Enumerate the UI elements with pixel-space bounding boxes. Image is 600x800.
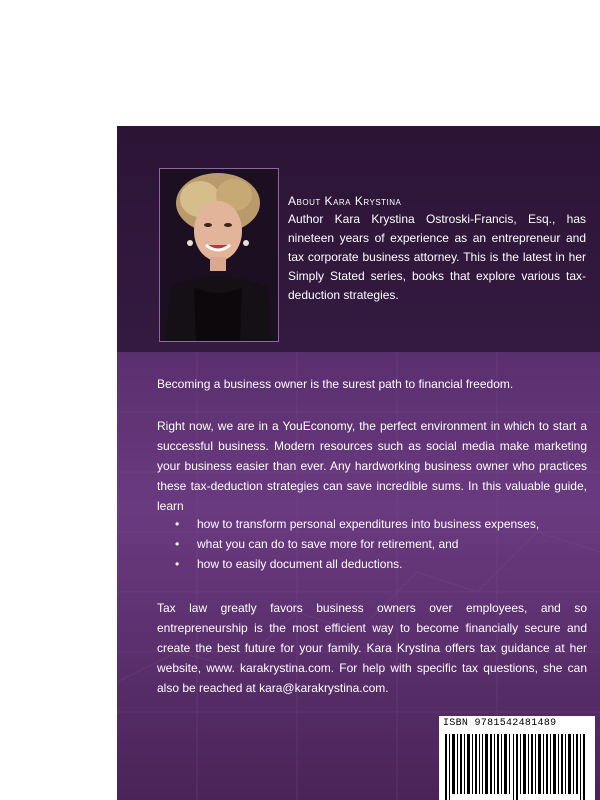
bullet-icon: • <box>175 517 180 531</box>
author-photo <box>159 168 279 342</box>
description-paragraph: Right now, we are in a YouEconomy, the perfect environment in which to start a successful business. Modern resources such as social media make marketing your business easier than ever. Any hardworking business owner who practices these tax-deduction strategies can save incredible sums. In this valuable guide, learn <box>157 419 587 513</box>
book-back-cover <box>117 126 600 800</box>
list-item-text: how to easily document all deductions. <box>197 557 403 571</box>
barcode-icon <box>445 734 589 800</box>
about-author-title: About Kara Krystina <box>288 194 402 208</box>
intro-paragraph: Becoming a business owner is the surest path to financial freedom. <box>157 377 514 391</box>
bullet-icon: • <box>175 557 180 571</box>
author-bio: Author Kara Krystina Ostroski-Francis, Esq., has nineteen years of experience as an entrepreneur and tax corporate business attorney. This is the latest in her Simply Stated series, books that explore various tax-deduction strategies. <box>288 212 586 302</box>
list-item <box>175 554 539 574</box>
isbn-label: ISBN 9781542481489 <box>443 718 557 729</box>
list-item-text: how to transform personal expenditures into business expenses, <box>197 517 540 531</box>
author-portrait-image <box>160 169 278 341</box>
closing-paragraph: Tax law greatly favors business owners over employees, and so entrepreneurship is the most efficient way to become financially secure and create the best future for your family. Kara Krystina offers tax guidance at her website, www. karakrystina.com. For help with specific tax questions, she can also be reached at kara@karakrystina.com. <box>157 601 587 695</box>
isbn-barcode-box <box>439 716 595 800</box>
list-item <box>175 514 539 534</box>
bullet-icon: • <box>175 537 180 551</box>
list-item-text: what you can do to save more for retirement, and <box>197 537 459 551</box>
list-item <box>175 534 539 554</box>
learning-points-list <box>175 514 539 574</box>
